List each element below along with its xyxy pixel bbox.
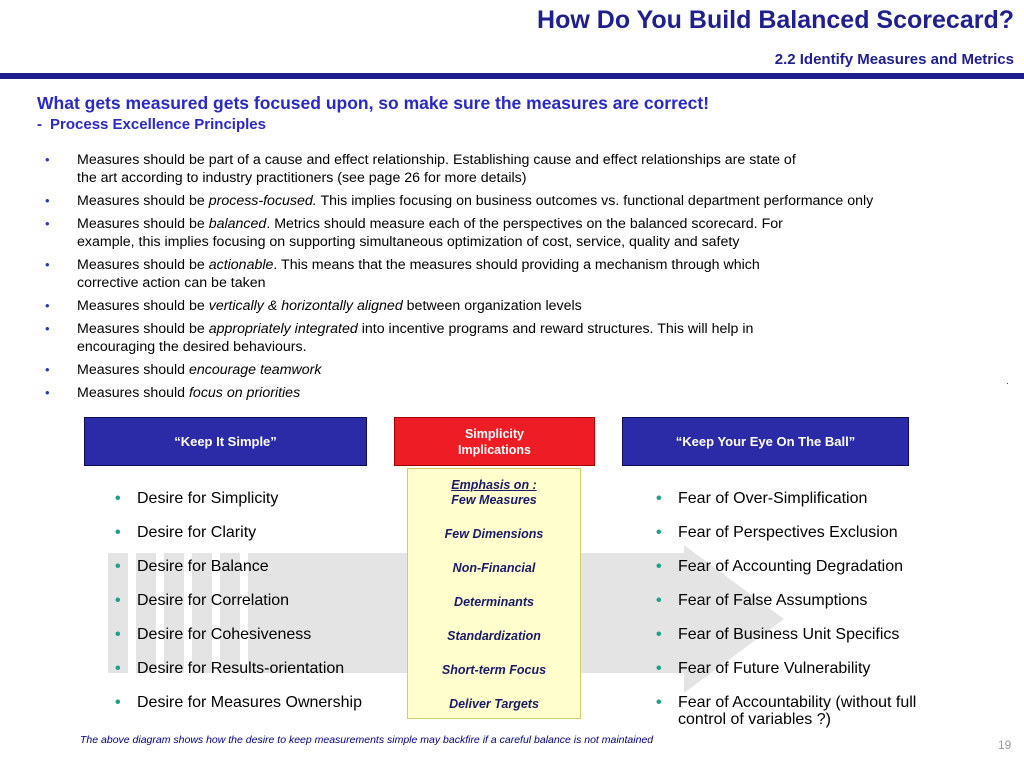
subheadline <box>37 116 266 133</box>
list-item <box>656 592 868 609</box>
bullet-icon: • <box>45 216 50 231</box>
bullet-icon: • <box>115 592 121 609</box>
bullet-icon: • <box>656 694 662 711</box>
bullet-text: Measures should encourage teamwork <box>77 362 322 378</box>
list-item <box>656 490 868 507</box>
bullet-icon: • <box>115 660 121 677</box>
desire-text: Desire for Measures Ownership <box>137 694 362 711</box>
bullet-icon: • <box>45 298 50 313</box>
bullet-text: example, this implies focusing on supporting simultaneous optimization of cost, service, quality and safety <box>77 234 740 250</box>
emphasis-item: Deliver Targets <box>449 697 539 711</box>
header-line: Implications <box>458 442 531 457</box>
footnote: The above diagram shows how the desire to keep measurements simple may backfire if a careful balance is not maintained <box>80 734 654 746</box>
list-item <box>115 490 279 507</box>
slide-title: How Do You Build Balanced Scorecard? <box>537 6 1014 34</box>
bullet-text: Measures should be balanced. Metrics should measure each of the perspectives on the balanced scorecard. For <box>77 216 783 232</box>
emphasis-item: Few Measures <box>451 493 537 507</box>
emphasis-item: Standardization <box>447 629 541 643</box>
desire-text: Desire for Simplicity <box>137 490 279 507</box>
bullet-icon: • <box>115 558 121 575</box>
desire-text: Desire for Clarity <box>137 524 257 541</box>
list-item <box>115 626 312 643</box>
list-item <box>45 361 995 379</box>
fear-text: Fear of Accountability (without full <box>678 694 917 711</box>
emphasis-item: Short-term Focus <box>441 663 547 677</box>
bullet-icon: • <box>45 321 50 336</box>
subhead-text: Process Excellence Principles <box>50 116 266 133</box>
slide-subtitle: 2.2 Identify Measures and Metrics <box>774 51 1014 68</box>
bullet-text: Measures should be appropriately integrated into incentive programs and reward structures. This will help in <box>77 321 754 337</box>
bullet-icon: • <box>656 660 662 677</box>
list-item <box>115 558 269 575</box>
fear-text: Fear of Business Unit Specifics <box>678 626 900 643</box>
bullet-icon: • <box>115 490 121 507</box>
bullet-text: Measures should be vertically & horizontally aligned between organization levels <box>77 298 582 314</box>
simplicity-implications-header <box>394 417 595 466</box>
header-line: Simplicity <box>464 426 525 441</box>
desire-text: Desire for Results-orientation <box>137 660 345 677</box>
list-item <box>656 558 904 575</box>
list-item <box>656 524 898 541</box>
bullet-text: Measures should be actionable. This means that the measures should providing a mechanism through which <box>77 257 760 273</box>
keep-it-simple-header: “Keep It Simple” <box>84 417 367 466</box>
list-item <box>45 215 995 251</box>
list-item <box>45 297 995 315</box>
emphasis-box <box>407 468 581 719</box>
bullet-icon: • <box>656 558 662 575</box>
bullet-icon: • <box>115 694 121 711</box>
bullet-icon: • <box>45 257 50 272</box>
bullet-text: Measures should focus on priorities <box>77 385 301 401</box>
bullet-text: Measures should be process-focused. This implies focusing on business outcomes vs. functional department performance only <box>77 193 874 209</box>
bullet-text: encouraging the desired behaviours. <box>77 339 307 355</box>
bullet-icon: • <box>45 362 50 377</box>
list-item <box>656 660 871 677</box>
bullet-text: the art according to industry practitioners (see page 26 for more details) <box>77 170 527 186</box>
desire-text: Desire for Balance <box>137 558 269 575</box>
bullet-icon: • <box>656 592 662 609</box>
bullet-icon: • <box>656 626 662 643</box>
fear-text: Fear of Over-Simplification <box>678 490 868 507</box>
bullet-icon: • <box>45 193 50 208</box>
list-item <box>115 592 290 609</box>
fear-text: Fear of Future Vulnerability <box>678 660 871 677</box>
emphasis-item: Few Dimensions <box>444 527 544 541</box>
desire-text: Desire for Cohesiveness <box>137 626 312 643</box>
subhead-dash: - <box>37 116 42 133</box>
list-item <box>45 256 995 292</box>
headline: What gets measured gets focused upon, so make sure the measures are correct! <box>37 93 710 113</box>
list-item <box>656 626 900 643</box>
list-item <box>45 192 995 210</box>
bullet-icon: • <box>656 490 662 507</box>
bullet-icon: • <box>115 524 121 541</box>
page-number: 19 <box>998 738 1012 752</box>
bullet-text: Measures should be part of a cause and effect relationship. Establishing cause and effect relationships are state of <box>77 152 796 168</box>
bullet-icon: • <box>45 152 50 167</box>
title-divider <box>0 73 1024 79</box>
bullet-icon: • <box>115 626 121 643</box>
fear-text: Fear of False Assumptions <box>678 592 868 609</box>
emphasis-item: Determinants <box>454 595 534 609</box>
list-item <box>115 524 257 541</box>
list-item <box>45 320 995 356</box>
principles-list <box>45 151 995 407</box>
bullet-icon: • <box>45 385 50 400</box>
fear-text: Fear of Perspectives Exclusion <box>678 524 898 541</box>
stray-mark: . <box>1006 376 1009 387</box>
fear-text-continued: control of variables ?) <box>678 711 831 728</box>
desire-text: Desire for Correlation <box>137 592 290 609</box>
list-item <box>45 384 995 402</box>
list-item <box>656 694 917 711</box>
fear-text: Fear of Accounting Degradation <box>678 558 904 575</box>
keep-eye-on-ball-header: “Keep Your Eye On The Ball” <box>622 417 909 466</box>
list-item <box>45 151 995 187</box>
bullet-icon: • <box>656 524 662 541</box>
list-item <box>115 694 362 711</box>
bullet-text: corrective action can be taken <box>77 275 266 291</box>
list-item <box>115 660 345 677</box>
emphasis-item: Non-Financial <box>452 561 536 575</box>
emphasis-label: Emphasis on : <box>451 478 537 492</box>
